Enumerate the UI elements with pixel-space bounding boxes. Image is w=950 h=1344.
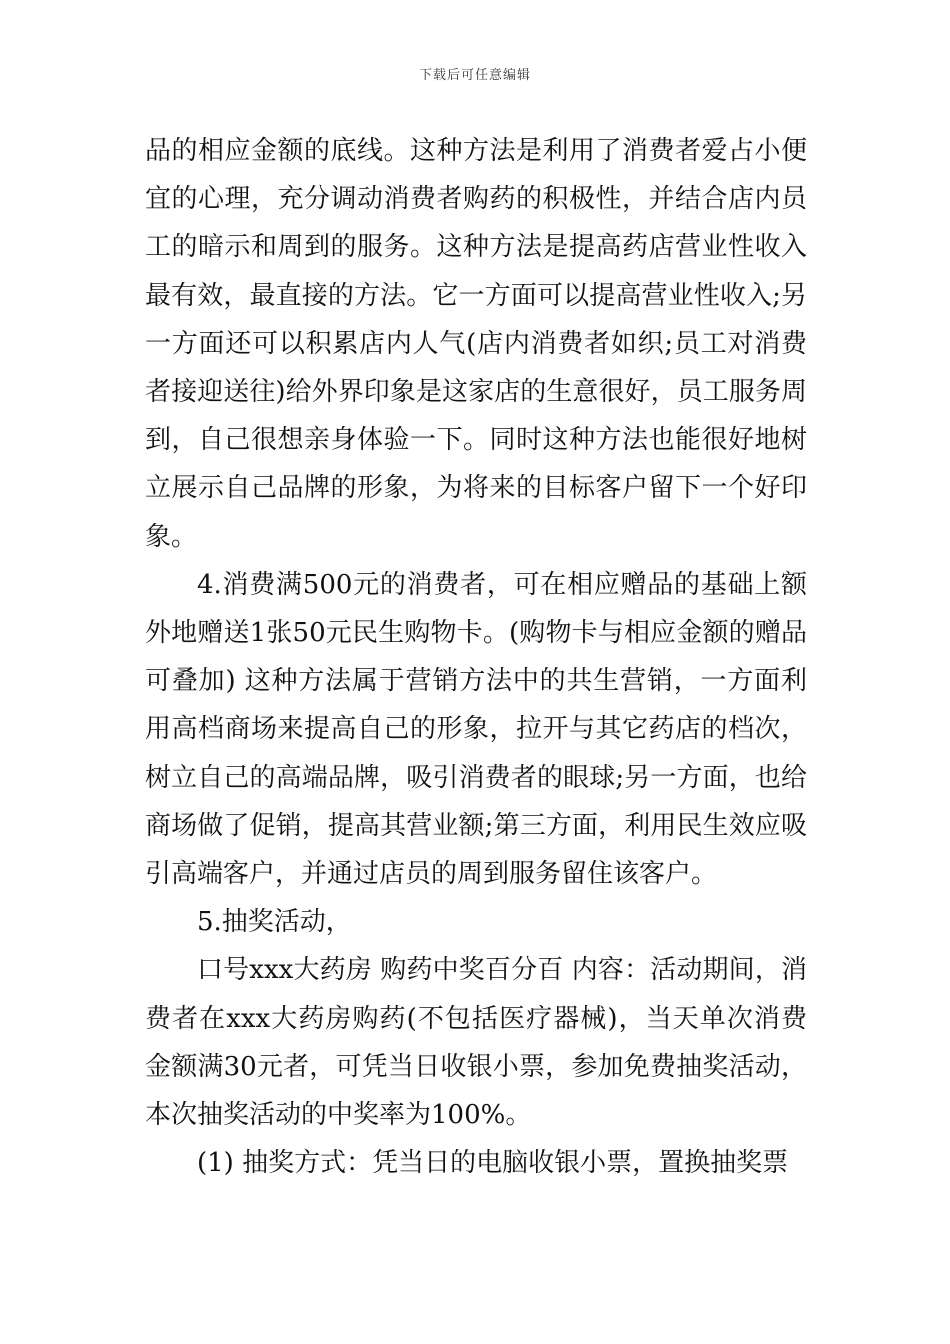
document-body xyxy=(145,127,807,1187)
page-header: 下载后可任意编辑 xyxy=(418,68,531,83)
paragraph-slogan-content: 口号xxx大药房 购药中奖百分百 内容：活动期间，消费者在xxx大药房购药(不包括医疗器械)，当天单次消费金额满30元者，可凭当日收银小票，参加免费抽奖活动，本次抽奖活动的中奖率为100%。 xyxy=(145,955,807,1131)
paragraph-continuation: 品的相应金额的底线。这种方法是利用了消费者爱占小便宜的心理，充分调动消费者购药的积极性，并结合店内员工的暗示和周到的服务。这种方法是提高药店营业性收入最有效，最直接的方法。它一方面可以提高营业性收入;另一方面还可以积累店内人气(店内消费者如织;员工对消费者接迎送往)给外界印象是这家店的生意很好，员工服务周到，自己很想亲身体验一下。同时这种方法也能很好地树立展示自己品牌的形象，为将来的目标客户留下一个好印象。 xyxy=(145,136,807,552)
paragraph-draw-method: (1) 抽奖方式：凭当日的电脑收银小票，置换抽奖票 xyxy=(197,1148,789,1179)
paragraph-item-4: 4.消费满500元的消费者，可在相应赠品的基础上额外地赠送1张50元民生购物卡。(购物卡与相应金额的赠品可叠加) 这种方法属于营销方法中的共生营销，一方面利用高档商场来提高自己的形象，拉开与其它药店的档次，树立自己的高端品牌，吸引消费者的眼球;另一方面，也给商场做了促销，提高其营业额;第三方面，利用民生效应吸引高端客户，并通过店员的周到服务留住该客户。 xyxy=(145,569,807,890)
paragraph-item-5-heading: 5.抽奖活动， xyxy=(197,907,352,938)
